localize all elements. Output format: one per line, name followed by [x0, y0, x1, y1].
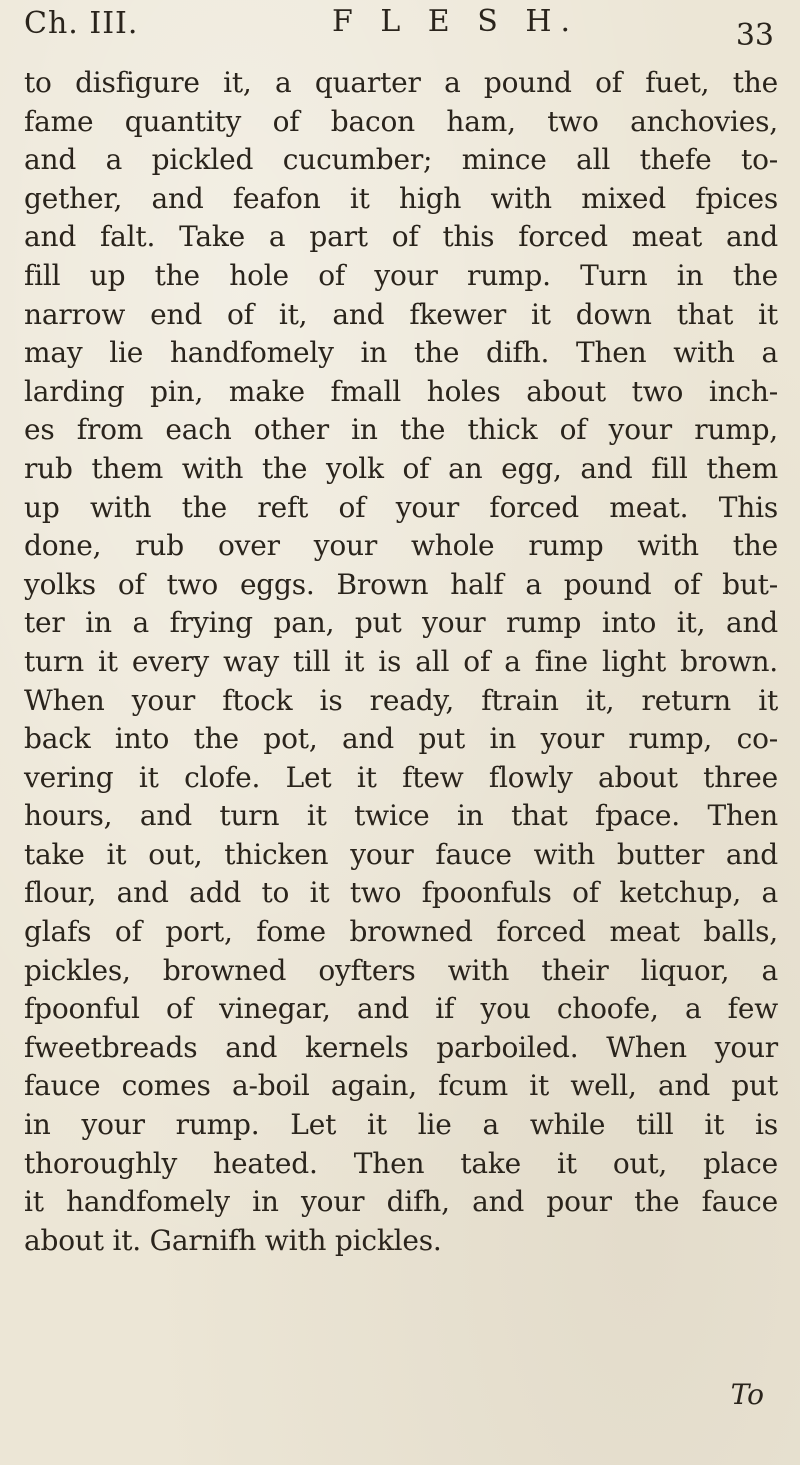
text-line: fauce comes a-boil again, fcum it well, and put	[24, 1069, 778, 1103]
text-line: yolks of two eggs. Brown half a pound of but-	[24, 567, 778, 601]
text-line: hours, and turn it twice in that fpace. Then	[24, 799, 778, 833]
chapter-label: Ch. III.	[24, 6, 139, 41]
text-line: fweetbreads and kernels parboiled. When your	[24, 1030, 778, 1064]
text-line: ter in a frying pan, put your rump into it, and	[24, 606, 778, 640]
recipe-text	[24, 64, 778, 1260]
text-line: back into the pot, and put in your rump, co-	[24, 722, 778, 756]
text-line: flour, and add to it two fpoonfuls of ketchup, a	[24, 876, 778, 910]
text-line: When your ftock is ready, ftrain it, return it	[24, 683, 778, 717]
text-line: vering it clofe. Let it ftew flowly about three	[24, 760, 778, 794]
text-line: turn it every way till it is all of a fine light brown.	[24, 644, 778, 678]
text-line: larding pin, make fmall holes about two inch-	[24, 374, 778, 408]
text-line: take it out, thicken your fauce with butter and	[24, 837, 778, 871]
text-line: to disfigure it, a quarter a pound of fuet, the	[24, 66, 778, 99]
text-line: and a pickled cucumber; mince all thefe to-	[24, 143, 778, 177]
catchword: To	[730, 1378, 764, 1411]
text-line: gether, and feafon it high with mixed fpices	[24, 181, 778, 215]
text-line: fame quantity of bacon ham, two anchovies,	[24, 104, 778, 138]
text-line: fpoonful of vinegar, and if you choofe, a few	[24, 992, 778, 1026]
text-line: up with the reft of your forced meat. This	[24, 490, 778, 524]
text-line: done, rub over your whole rump with the	[24, 529, 778, 563]
text-line: fill up the hole of your rump. Turn in the	[24, 258, 778, 292]
text-line: glafs of port, fome browned forced meat balls,	[24, 915, 778, 949]
text-line: and falt. Take a part of this forced meat and	[24, 220, 778, 254]
page-header	[24, 2, 774, 58]
text-line: in your rump. Let it lie a while till it is	[24, 1108, 778, 1142]
page-number: 33	[735, 18, 774, 53]
text-line: about it. Garnifh with pickles.	[24, 1223, 442, 1257]
text-line: rub them with the yolk of an egg, and fill them	[24, 451, 778, 485]
text-line: pickles, browned oyfters with their liquor, a	[24, 953, 778, 987]
text-line: thoroughly heated. Then take it out, place	[24, 1146, 778, 1180]
text-line: it handfomely in your difh, and pour the fauce	[24, 1185, 778, 1219]
text-line: may lie handfomely in the difh. Then with a	[24, 336, 778, 370]
text-line: es from each other in the thick of your rump,	[24, 413, 778, 447]
running-title: F L E S H.	[332, 4, 580, 39]
text-line: narrow end of it, and fkewer it down that it	[24, 297, 778, 331]
